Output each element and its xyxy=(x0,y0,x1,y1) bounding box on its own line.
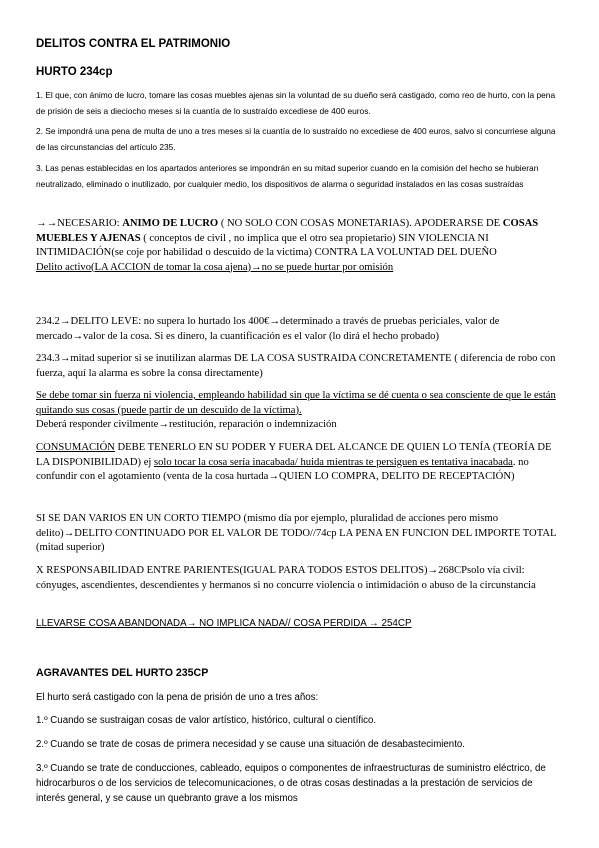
note-delito-continuado: SI SE DAN VARIOS EN UN CORTO TIEMPO (mismo día por ejemplo, pluralidad de acciones pero mismo delito)→DELITO CONTINUADO POR EL VALOR DE TODO//74cp LA PENA EN FUNCION DEL IMPORTE TOTAL (mitad superior) xyxy=(36,513,557,553)
agravantes-intro: El hurto será castigado con la pena de prisión de uno a tres años: xyxy=(36,692,319,703)
article-paragraph-1: 1. El que, con ánimo de lucro, tomare las cosas muebles ajenas sin la voluntad de su dueño será castigado, como reo de hurto, con la pena de prisión de seis a dieciocho meses si la cuantía de lo sustraído excediese de 400 euros. xyxy=(36,90,556,116)
note-delito-leve: 234.2→DELITO LEVE: no supera lo hurtado los 400€→determinado a través de pruebas periciales, valor de mercado→valor de la cosa. Si es dinero, la cuantificación es el valor (lo dirá el hecho probado) xyxy=(36,316,500,342)
page-title: DELITOS CONTRA EL PATRIMONIO xyxy=(36,38,231,50)
agravante-item-3: 3.º Cuando se trate de conducciones, cableado, equipos o componentes de infraestructuras de suministro eléctrico, de hidrocarburos o de los servicios de telecomunicaciones, o de otras cosas destinadas a la prestación de servicios de interés general, y se cause un quebranto grave a los mismos xyxy=(36,763,546,804)
note-cosa-abandonada: LLEVARSE COSA ABANDONADA→ NO IMPLICA NADA// COSA PERDIDA → 254CP xyxy=(36,618,412,629)
note-parientes: X RESPONSABILIDAD ENTRE PARIENTES(IGUAL PARA TODOS ESTOS DELITOS)→268CPsolo vía civil: cónyuges, ascendientes, descendientes y hermanos si no concurre violencia o intimidación o abuso de la circunstancia xyxy=(36,565,536,591)
article-paragraph-3: 3. Las penas establecidas en los apartados anteriores se impondrán en su mitad superior cuando en la comisión del hecho se hubieran neutralizado, eliminado o inutilizado, por cualquier medio, los dispositivos de alarma o seguridad instalados en las cosas sustraídas xyxy=(36,163,539,189)
note-sin-fuerza: Se debe tomar sin fuerza ni violencia, empleando habilidad sin que la víctima se dé cuenta o sea consciente de que le están quitando sus cosas (puede partir de un descuido de la víctima). Deberá responder civilmente→restitución, reparación o indemnización xyxy=(36,390,556,430)
delito-activo-note: Delito activo(LA ACCION de tomar la cosa ajena)→no se puede hurtar por omisión xyxy=(36,261,394,273)
note-consumacion: CONSUMACIÓN DEBE TENERLO EN SU PODER Y FUERA DEL ALCANCE DE QUIEN LO TENÍA (TEORÍA DE LA DISPONIBILIDAD) ej solo tocar la cosa sería inacabada/ huida mientras te persiguen es tentativa inacabada. no confundir con el agotamiento (venta de la cosa hurtada→QUIEN LO COMPRA, DELITO DE RECEPTACIÓN) xyxy=(36,442,552,482)
article-paragraph-2: 2. Se impondrá una pena de multa de uno a tres meses si la cuantía de lo sustraído no excediese de 400 euros, salvo si concurriese alguna de las circunstancias del artículo 235. xyxy=(36,126,556,152)
animo-de-lucro: ANIMO DE LUCRO xyxy=(122,218,219,229)
note-necesario: →→NECESARIO: ANIMO DE LUCRO ( NO SOLO CON COSAS MONETARIAS). APODERARSE DE COSAS MUEBLES Y AJENAS ( conceptos de civil , no implica que el otro sea propietario) SIN VIOLENCIA NI INTIMIDACIÓN(se coje por habilidad o descuido de la victima) CONTRA LA VOLUNTAD DEL DUEÑO Delito activo(LA ACCION de tomar la cosa ajena)→no se puede hurtar por omisión xyxy=(36,218,539,273)
note-mitad-superior: 234.3→mitad superior si se inutilizan alarmas DE LA COSA SUSTRAIDA CONCRETAMENTE ( diferencia de robo con fuerza, aquí la alarma es sobre la consa directamente) xyxy=(36,353,556,379)
agravante-item-1: 1.º Cuando se sustraigan cosas de valor artístico, histórico, cultural o científico. xyxy=(36,715,377,726)
section-heading-agravantes: AGRAVANTES DEL HURTO 235CP xyxy=(36,667,209,679)
section-heading-hurto: HURTO 234cp xyxy=(36,66,113,78)
cosas-muebles: COSAS MUEBLES Y AJENAS xyxy=(36,218,539,244)
arrow-icon: →→ xyxy=(36,218,58,229)
agravante-item-2: 2.º Cuando se trate de cosas de primera necesidad y se cause una situación de desabastecimiento. xyxy=(36,739,465,750)
